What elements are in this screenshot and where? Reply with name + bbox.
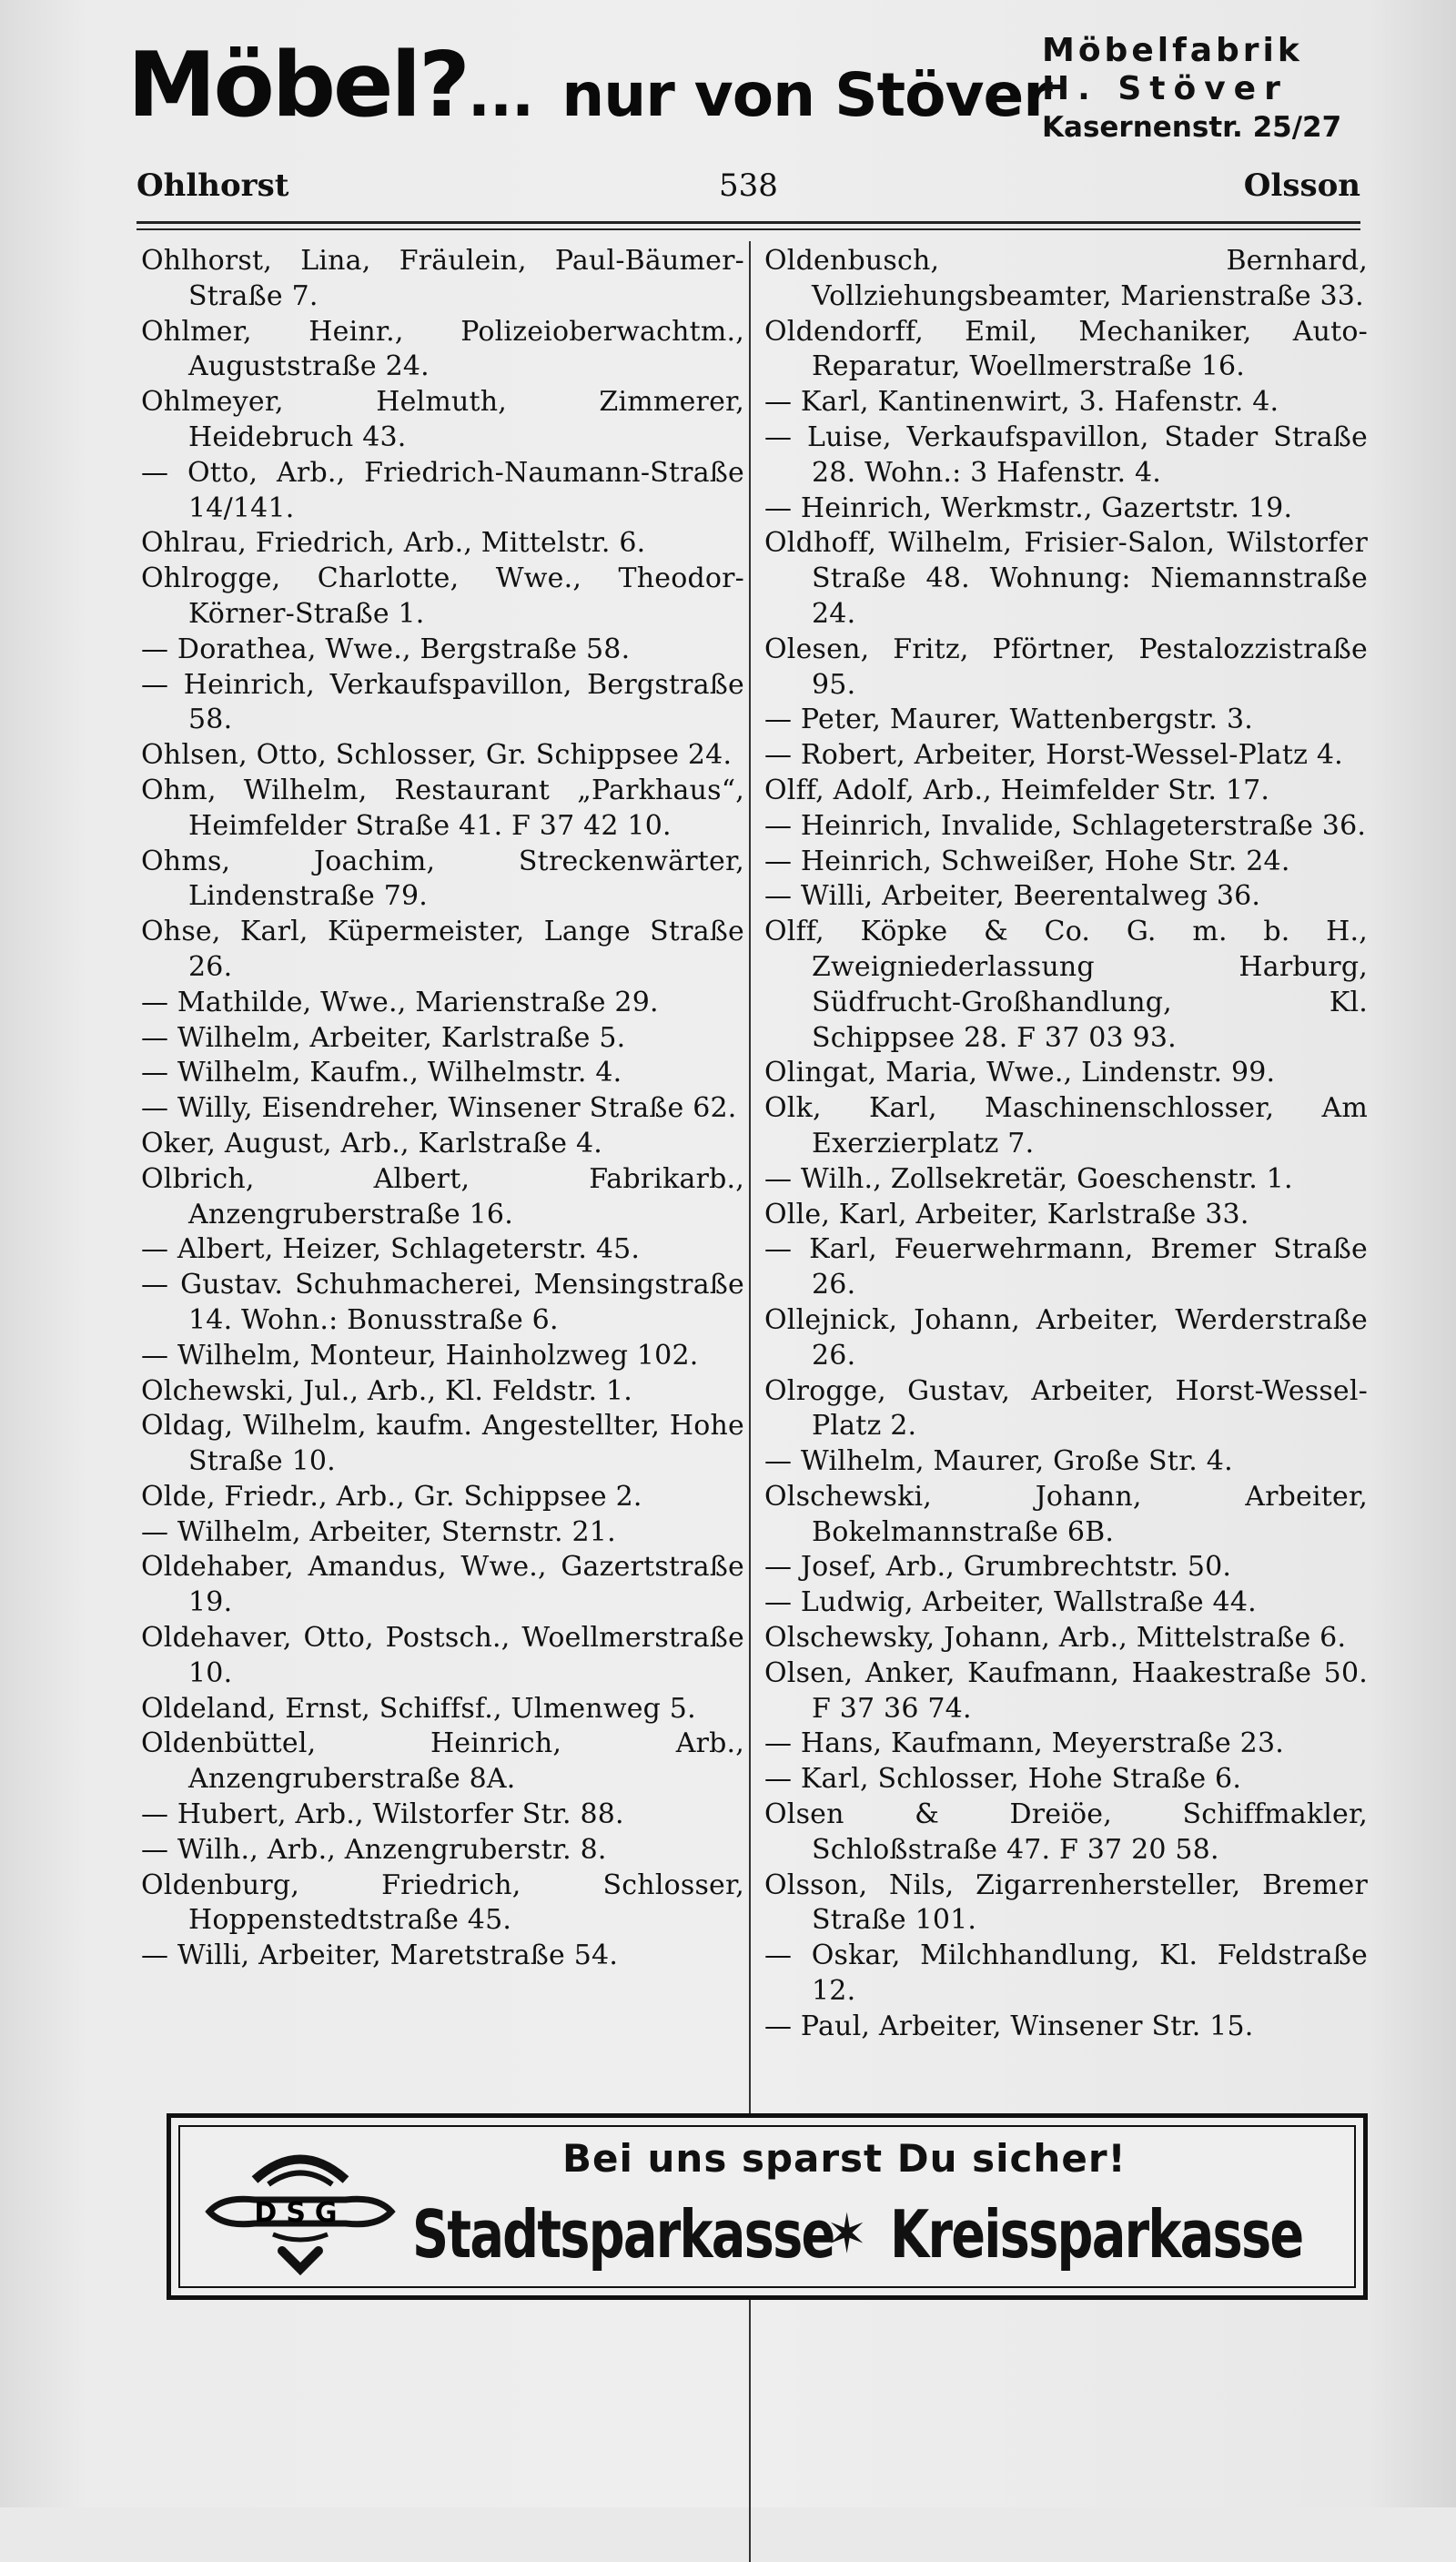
directory-entry: — Oskar, Milchhandlung, Kl. Feldstraße 12.	[764, 1939, 1368, 2008]
ad-headline-dots: ...	[467, 60, 534, 130]
directory-entry: — Wilh., Zollsekretär, Goeschenstr. 1.	[764, 1162, 1293, 1195]
directory-entry: — Otto, Arb., Friedrich-Naumann-Straße 14/141.	[141, 456, 744, 524]
directory-entry: Ohlrogge, Charlotte, Wwe., Theodor-Körner-Straße 1.	[141, 562, 744, 630]
left-column	[141, 244, 744, 1974]
directory-entry: — Dorathea, Wwe., Bergstraße 58.	[141, 633, 631, 665]
directory-entry: — Wilhelm, Arbeiter, Karlstraße 5.	[141, 1021, 626, 1054]
directory-entry: Olde, Friedr., Arb., Gr. Schippsee 2.	[141, 1480, 642, 1513]
bank-name-stadtsparkasse: Stadtsparkasse	[412, 2196, 834, 2273]
directory-entry: — Paul, Arbeiter, Winsener Str. 15.	[764, 2010, 1254, 2042]
ad-company-line2: H. Stöver	[1042, 70, 1289, 107]
sparkasse-logo-icon	[200, 2143, 400, 2289]
ad-headline-tail: nur von Stöver	[561, 60, 1052, 130]
right-column	[764, 244, 1368, 2045]
directory-entry: Olingat, Maria, Wwe., Lindenstr. 99.	[764, 1057, 1276, 1089]
directory-entry: Oldenbüttel, Heinrich, Arb., Anzengruberstraße 8A.	[141, 1727, 744, 1796]
directory-entry: Olesen, Fritz, Pförtner, Pestalozzistraße 95.	[764, 633, 1368, 701]
directory-entry: Olbrich, Albert, Fabrikarb., Anzengruberstraße 16.	[141, 1162, 744, 1230]
directory-entry: — Mathilde, Wwe., Marienstraße 29.	[141, 986, 659, 1018]
directory-entry: Oldeland, Ernst, Schiffsf., Ulmenweg 5.	[141, 1692, 696, 1725]
ad-company-block	[1042, 32, 1342, 147]
directory-entry: Oldendorff, Emil, Mechaniker, Auto-Reparatur, Woellmerstraße 16.	[764, 315, 1368, 383]
header-first-entry: Ohlhorst	[136, 167, 289, 204]
directory-entry: Oldehaber, Amandus, Wwe., Gazertstraße 19.	[141, 1551, 744, 1619]
top-advertisement	[127, 32, 1342, 155]
directory-entry: — Ludwig, Arbeiter, Wallstraße 44.	[764, 1586, 1257, 1619]
directory-entry: Olchewski, Jul., Arb., Kl. Feldstr. 1.	[141, 1374, 632, 1407]
directory-entry: — Robert, Arbeiter, Horst-Wessel-Platz 4.	[764, 739, 1343, 772]
directory-entry: — Karl, Kantinenwirt, 3. Hafenstr. 4.	[764, 386, 1279, 419]
directory-entry: Ohlmeyer, Helmuth, Zimmerer, Heidebruch 43.	[141, 386, 744, 453]
star-icon: ✶	[826, 2203, 868, 2266]
directory-entry: Olff, Adolf, Arb., Heimfelder Str. 17.	[764, 774, 1270, 806]
bank-name-kreissparkasse: Kreissparkasse	[890, 2196, 1303, 2273]
header-last-entry: Olsson	[1243, 167, 1360, 204]
directory-entry: — Heinrich, Verkaufspavillon, Bergstraße 58.	[141, 668, 744, 736]
directory-entry: — Wilhelm, Arbeiter, Sternstr. 21.	[141, 1515, 616, 1548]
directory-entry: Olschewsky, Johann, Arb., Mittelstraße 6.	[764, 1622, 1347, 1655]
directory-entry: Olff, Köpke & Co. G. m. b. H., Zweigniederlassung Harburg, Südfrucht-Großhandlung, Kl. Schippsee 28. F 37 03 93.	[764, 916, 1368, 1054]
directory-entry: Ohlmer, Heinr., Polizeioberwachtm., Auguststraße 24.	[141, 315, 744, 383]
directory-entry: — Peter, Maurer, Wattenbergstr. 3.	[764, 704, 1253, 736]
directory-entry: Oldhoff, Wilhelm, Frisier-Salon, Wilstorfer Straße 48. Wohnung: Niemannstraße 24.	[764, 527, 1368, 630]
directory-entry: — Karl, Schlosser, Hohe Straße 6.	[764, 1763, 1242, 1796]
running-header	[136, 162, 1360, 213]
directory-entry: Ohlsen, Otto, Schlosser, Gr. Schippsee 24.	[141, 739, 733, 772]
header-rule-bottom	[136, 228, 1360, 230]
ad-inner-frame	[178, 2125, 1356, 2288]
ad-slogan: Bei uns sparst Du sicher!	[562, 2136, 1127, 2181]
directory-entry: Olsen, Anker, Kaufmann, Haakestraße 50. F 37 36 74.	[764, 1656, 1368, 1725]
directory-entry: — Karl, Feuerwehrmann, Bremer Straße 26.	[764, 1233, 1368, 1301]
directory-entry: — Wilhelm, Monteur, Hainholzweg 102.	[141, 1339, 699, 1372]
directory-entry: — Gustav. Schuhmacherei, Mensingstraße 14. Wohn.: Bonusstraße 6.	[141, 1269, 744, 1336]
ad-company-line1: Möbelfabrik	[1042, 32, 1303, 69]
directory-entry: Ohse, Karl, Küpermeister, Lange Straße 26.	[141, 916, 744, 983]
directory-entry: — Willi, Arbeiter, Maretstraße 54.	[141, 1939, 619, 1972]
directory-entry: — Hans, Kaufmann, Meyerstraße 23.	[764, 1727, 1284, 1760]
directory-entry: — Luise, Verkaufspavillon, Stader Straße 28. Wohn.: 3 Hafenstr. 4.	[764, 420, 1368, 489]
directory-entry: Olschewski, Johann, Arbeiter, Bokelmannstraße 6B.	[764, 1480, 1368, 1548]
directory-entry: Ohms, Joachim, Streckenwärter, Lindenstraße 79.	[141, 845, 744, 913]
bank-names	[412, 2189, 1359, 2280]
directory-entry: — Wilh., Arb., Anzengruberstr. 8.	[141, 1833, 607, 1866]
directory-entry: — Wilhelm, Maurer, Große Str. 4.	[764, 1445, 1233, 1478]
directory-entry: — Heinrich, Schweißer, Hohe Str. 24.	[764, 845, 1290, 877]
directory-entry: Olrogge, Gustav, Arbeiter, Horst-Wessel-Platz 2.	[764, 1374, 1368, 1443]
directory-entry: Olsson, Nils, Zigarrenhersteller, Bremer Straße 101.	[764, 1868, 1368, 1937]
directory-entry: — Willy, Eisendreher, Winsener Straße 62.	[141, 1092, 737, 1125]
directory-entry: Oldenburg, Friedrich, Schlosser, Hoppenstedtstraße 45.	[141, 1868, 744, 1937]
directory-entry: Oker, August, Arb., Karlstraße 4.	[141, 1127, 602, 1159]
directory-entry: — Albert, Heizer, Schlageterstr. 45.	[141, 1233, 641, 1266]
directory-entry: — Heinrich, Invalide, Schlageterstraße 36.	[764, 809, 1367, 842]
directory-entry: Oldenbusch, Bernhard, Vollziehungsbeamter, Marienstraße 33.	[764, 245, 1368, 312]
directory-entry: Oldag, Wilhelm, kaufm. Angestellter, Hohe Straße 10.	[141, 1410, 744, 1478]
directory-entry: — Wilhelm, Kaufm., Wilhelmstr. 4.	[141, 1057, 622, 1089]
directory-entry: — Hubert, Arb., Wilstorfer Str. 88.	[141, 1798, 624, 1831]
directory-entry: Ohm, Wilhelm, Restaurant „Parkhaus“, Heimfelder Straße 41. F 37 42 10.	[141, 774, 744, 842]
directory-entry: Olle, Karl, Arbeiter, Karlstraße 33.	[764, 1198, 1249, 1230]
directory-entry: Olk, Karl, Maschinenschlosser, Am Exerzierplatz 7.	[764, 1092, 1368, 1159]
bottom-advertisement	[167, 2113, 1368, 2300]
directory-entry: Ollejnick, Johann, Arbeiter, Werderstraße 26.	[764, 1303, 1368, 1372]
page-number: 538	[719, 167, 778, 204]
ad-headline	[127, 34, 1052, 137]
logo-text: DSG	[254, 2197, 347, 2229]
directory-entry: Ohlrau, Friedrich, Arb., Mittelstr. 6.	[141, 527, 646, 560]
directory-entry: Olsen & Dreiöe, Schiffmakler, Schloßstraße 47. F 37 20 58.	[764, 1798, 1368, 1866]
directory-entry: — Heinrich, Werkmstr., Gazertstr. 19.	[764, 491, 1293, 524]
directory-entry: Oldehaver, Otto, Postsch., Woellmerstraße 10.	[141, 1622, 744, 1689]
header-rule-top	[136, 221, 1360, 224]
directory-entry: — Willi, Arbeiter, Beerentalweg 36.	[764, 880, 1261, 913]
directory-entry: Ohlhorst, Lina, Fräulein, Paul-Bäumer-Straße 7.	[141, 245, 744, 312]
directory-entry: — Josef, Arb., Grumbrechtstr. 50.	[764, 1551, 1232, 1584]
ad-company-line3: Kasernenstr. 25/27	[1042, 111, 1342, 144]
ad-headline-main: Möbel?	[127, 34, 468, 137]
